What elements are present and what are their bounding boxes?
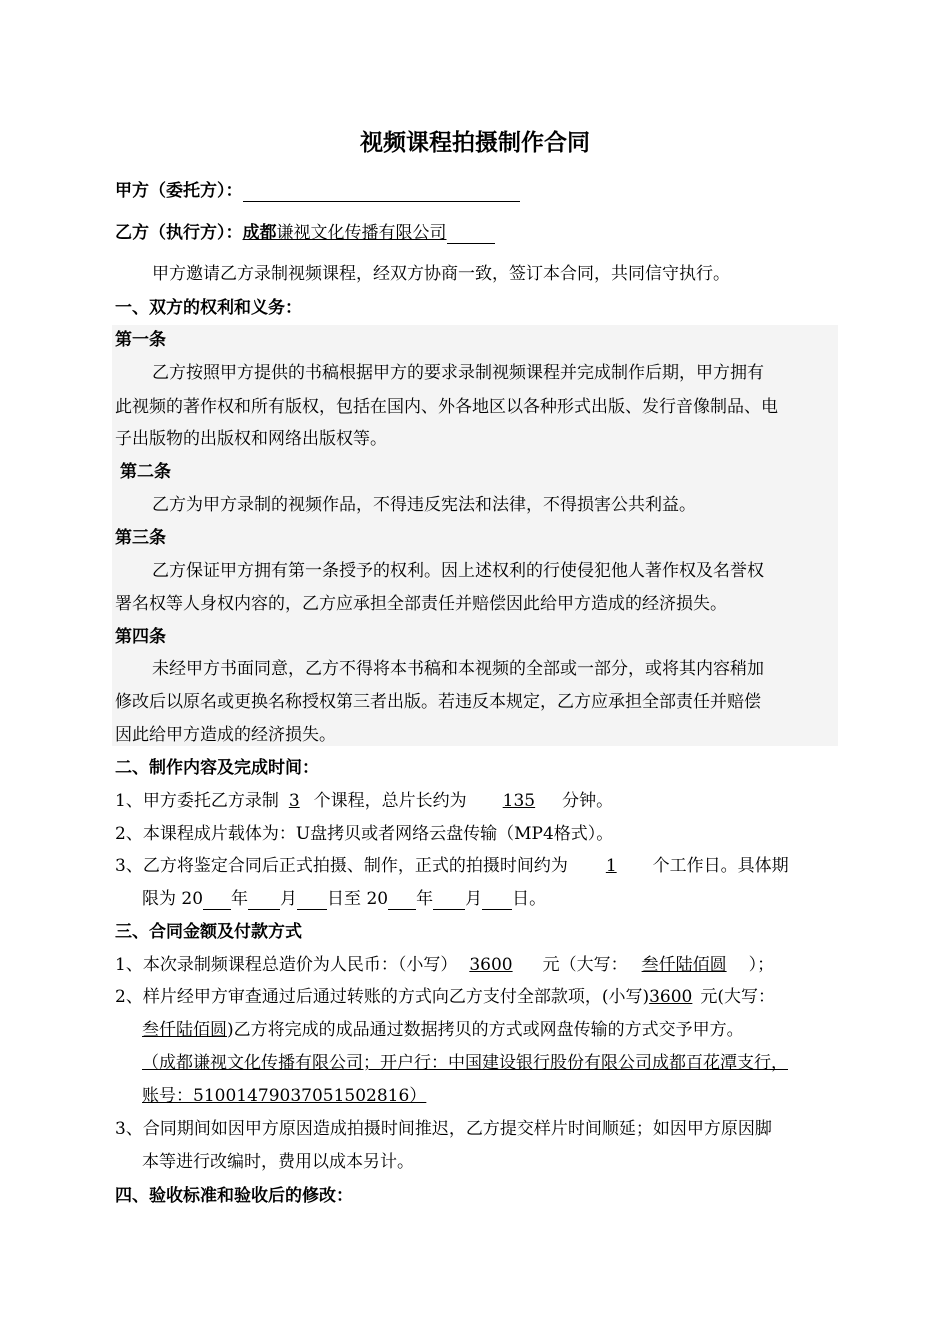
- payment-amount-upper: 叁仟陆佰圆: [142, 1020, 227, 1040]
- date-text-7: 日。: [512, 889, 547, 909]
- article-1-line-2: 此视频的著作权和所有版权，包括在国内、外各地区以各种形式出版、发行音像制品、电: [115, 397, 778, 417]
- date-text-5: 年: [416, 889, 434, 909]
- party-a-label: 甲方（委托方）：: [115, 181, 243, 201]
- sec2-item-3: [115, 855, 789, 877]
- section-1-heading: 一、双方的权利和义务：: [115, 298, 302, 318]
- sec3-item-1: [115, 954, 774, 976]
- intro-text: 甲方邀请乙方录制视频课程，经双方协商一致，签订本合同，共同信守执行。: [152, 264, 730, 284]
- article-3-line-2: 署名权等人身权内容的，乙方应承担全部责任并赔偿因此给甲方造成的经济损失。: [115, 594, 727, 614]
- section-4-heading: 四、验收标准和验收后的修改：: [115, 1186, 353, 1206]
- end-day-blank: [482, 891, 512, 910]
- party-b-line: [115, 222, 495, 244]
- article-3-line-1: 乙方保证甲方拥有第一条授予的权利。因上述权利的行使侵犯他人著作权及名誉权: [152, 561, 764, 581]
- bank-account-line: 账号：51001479037051502816）: [142, 1086, 427, 1106]
- start-month-blank: [248, 891, 280, 910]
- work-days-field: 1: [605, 856, 617, 876]
- article-2-line-1: 乙方为甲方录制的视频作品，不得违反宪法和法律，不得损害公共利益。: [152, 495, 696, 515]
- sec3-item-2-text-a: 2、样片经甲方审查通过后通过转账的方式向乙方支付全部款项，(小写): [115, 987, 650, 1007]
- article-4-line-2: 修改后以原名或更换名称授权第三者出版。若违反本规定，乙方应承担全部责任并赔偿: [115, 692, 761, 712]
- sec3-item-3-line-1: 3、合同期间如因甲方原因造成拍摄时间推迟，乙方提交样片时间顺延；如因甲方原因脚: [115, 1119, 772, 1139]
- sec2-item-3-text-b: 个工作日。具体期: [652, 856, 789, 876]
- amount-upper-field: 叁仟陆佰圆: [641, 955, 727, 975]
- articles-shading: [112, 325, 838, 746]
- article-1-line-1: 乙方按照甲方提供的书稿根据甲方的要求录制视频课程并完成制作后期，甲方拥有: [152, 363, 764, 383]
- sec2-item-1-text-a: 1、甲方委托乙方录制: [115, 791, 279, 811]
- article-1-line-3: 子出版物的出版权和网络出版权等。: [115, 429, 387, 449]
- party-a-blank: [243, 183, 520, 202]
- party-b-label: 乙方（执行方）：: [115, 223, 243, 243]
- sec3-item-1-text-a: 1、本次录制频课程总造价为人民币：（小写）: [115, 955, 458, 975]
- sec3-item-1-text-c: ）；: [748, 955, 775, 975]
- article-4-title: 第四条: [115, 627, 166, 647]
- sec2-item-1-text-c: 分钟。: [562, 791, 614, 811]
- start-day-blank: [297, 891, 327, 910]
- amount-lower-field: 3600: [469, 955, 513, 975]
- sec2-item-3-text-a: 3、乙方将鉴定合同后正式拍摄、制作，正式的拍摄时间约为: [115, 856, 568, 876]
- article-4-line-1: 未经甲方书面同意，乙方不得将本书稿和本视频的全部或一部分，或将其内容稍加: [152, 659, 764, 679]
- sec3-item-2: [115, 986, 775, 1008]
- start-year-blank: [203, 891, 231, 910]
- page-title: 视频课程拍摄制作合同: [360, 130, 590, 156]
- bank-info-line: （成都谦视文化传播有限公司；开户行：中国建设银行股份有限公司成都百花潭支行，: [142, 1053, 788, 1073]
- sec3-item-3-line-2: 本等进行改编时，费用以成本另计。: [142, 1152, 414, 1172]
- total-minutes-field: 135: [502, 791, 536, 811]
- sec3-item-2-text-b: 元(大写：: [700, 987, 775, 1007]
- sec2-item-1-text-b: 个课程，总片长约为: [313, 791, 467, 811]
- sec3-item-2-cont: [142, 1019, 744, 1041]
- end-year-blank: [388, 891, 416, 910]
- sec3-item-2-text-c: )乙方将完成的成品通过数据拷贝的方式或网盘传输的方式交予甲方。: [227, 1020, 744, 1040]
- party-b-blank: [447, 225, 495, 244]
- date-text-3: 月: [280, 889, 298, 909]
- date-text-1: 限为 20: [142, 889, 204, 909]
- sec2-item-1: [115, 790, 613, 812]
- party-b-name-bold: 成都: [242, 223, 277, 243]
- payment-amount-lower: 3600: [649, 987, 693, 1007]
- course-count-field: 3: [288, 791, 300, 811]
- date-text-6: 月: [465, 889, 483, 909]
- end-month-blank: [433, 891, 465, 910]
- article-3-title: 第三条: [115, 528, 166, 548]
- sec2-item-3-dates: [142, 888, 546, 910]
- party-b-name: 谦视文化传播有限公司: [276, 223, 447, 243]
- sec2-item-2: 2、本课程成片载体为：U盘拷贝或者网络云盘传输（MP4格式）。: [115, 824, 614, 844]
- date-text-2: 年: [231, 889, 249, 909]
- section-3-heading: 三、合同金额及付款方式: [115, 922, 302, 942]
- party-a-line: [115, 180, 520, 202]
- section-2-heading: 二、制作内容及完成时间：: [115, 758, 319, 778]
- date-text-4: 日至 20: [327, 889, 389, 909]
- sec3-item-1-text-b: 元（大写：: [542, 955, 628, 975]
- article-2-title: 第二条: [120, 462, 171, 482]
- article-4-line-3: 因此给甲方造成的经济损失。: [115, 725, 336, 745]
- article-1-title: 第一条: [115, 330, 166, 350]
